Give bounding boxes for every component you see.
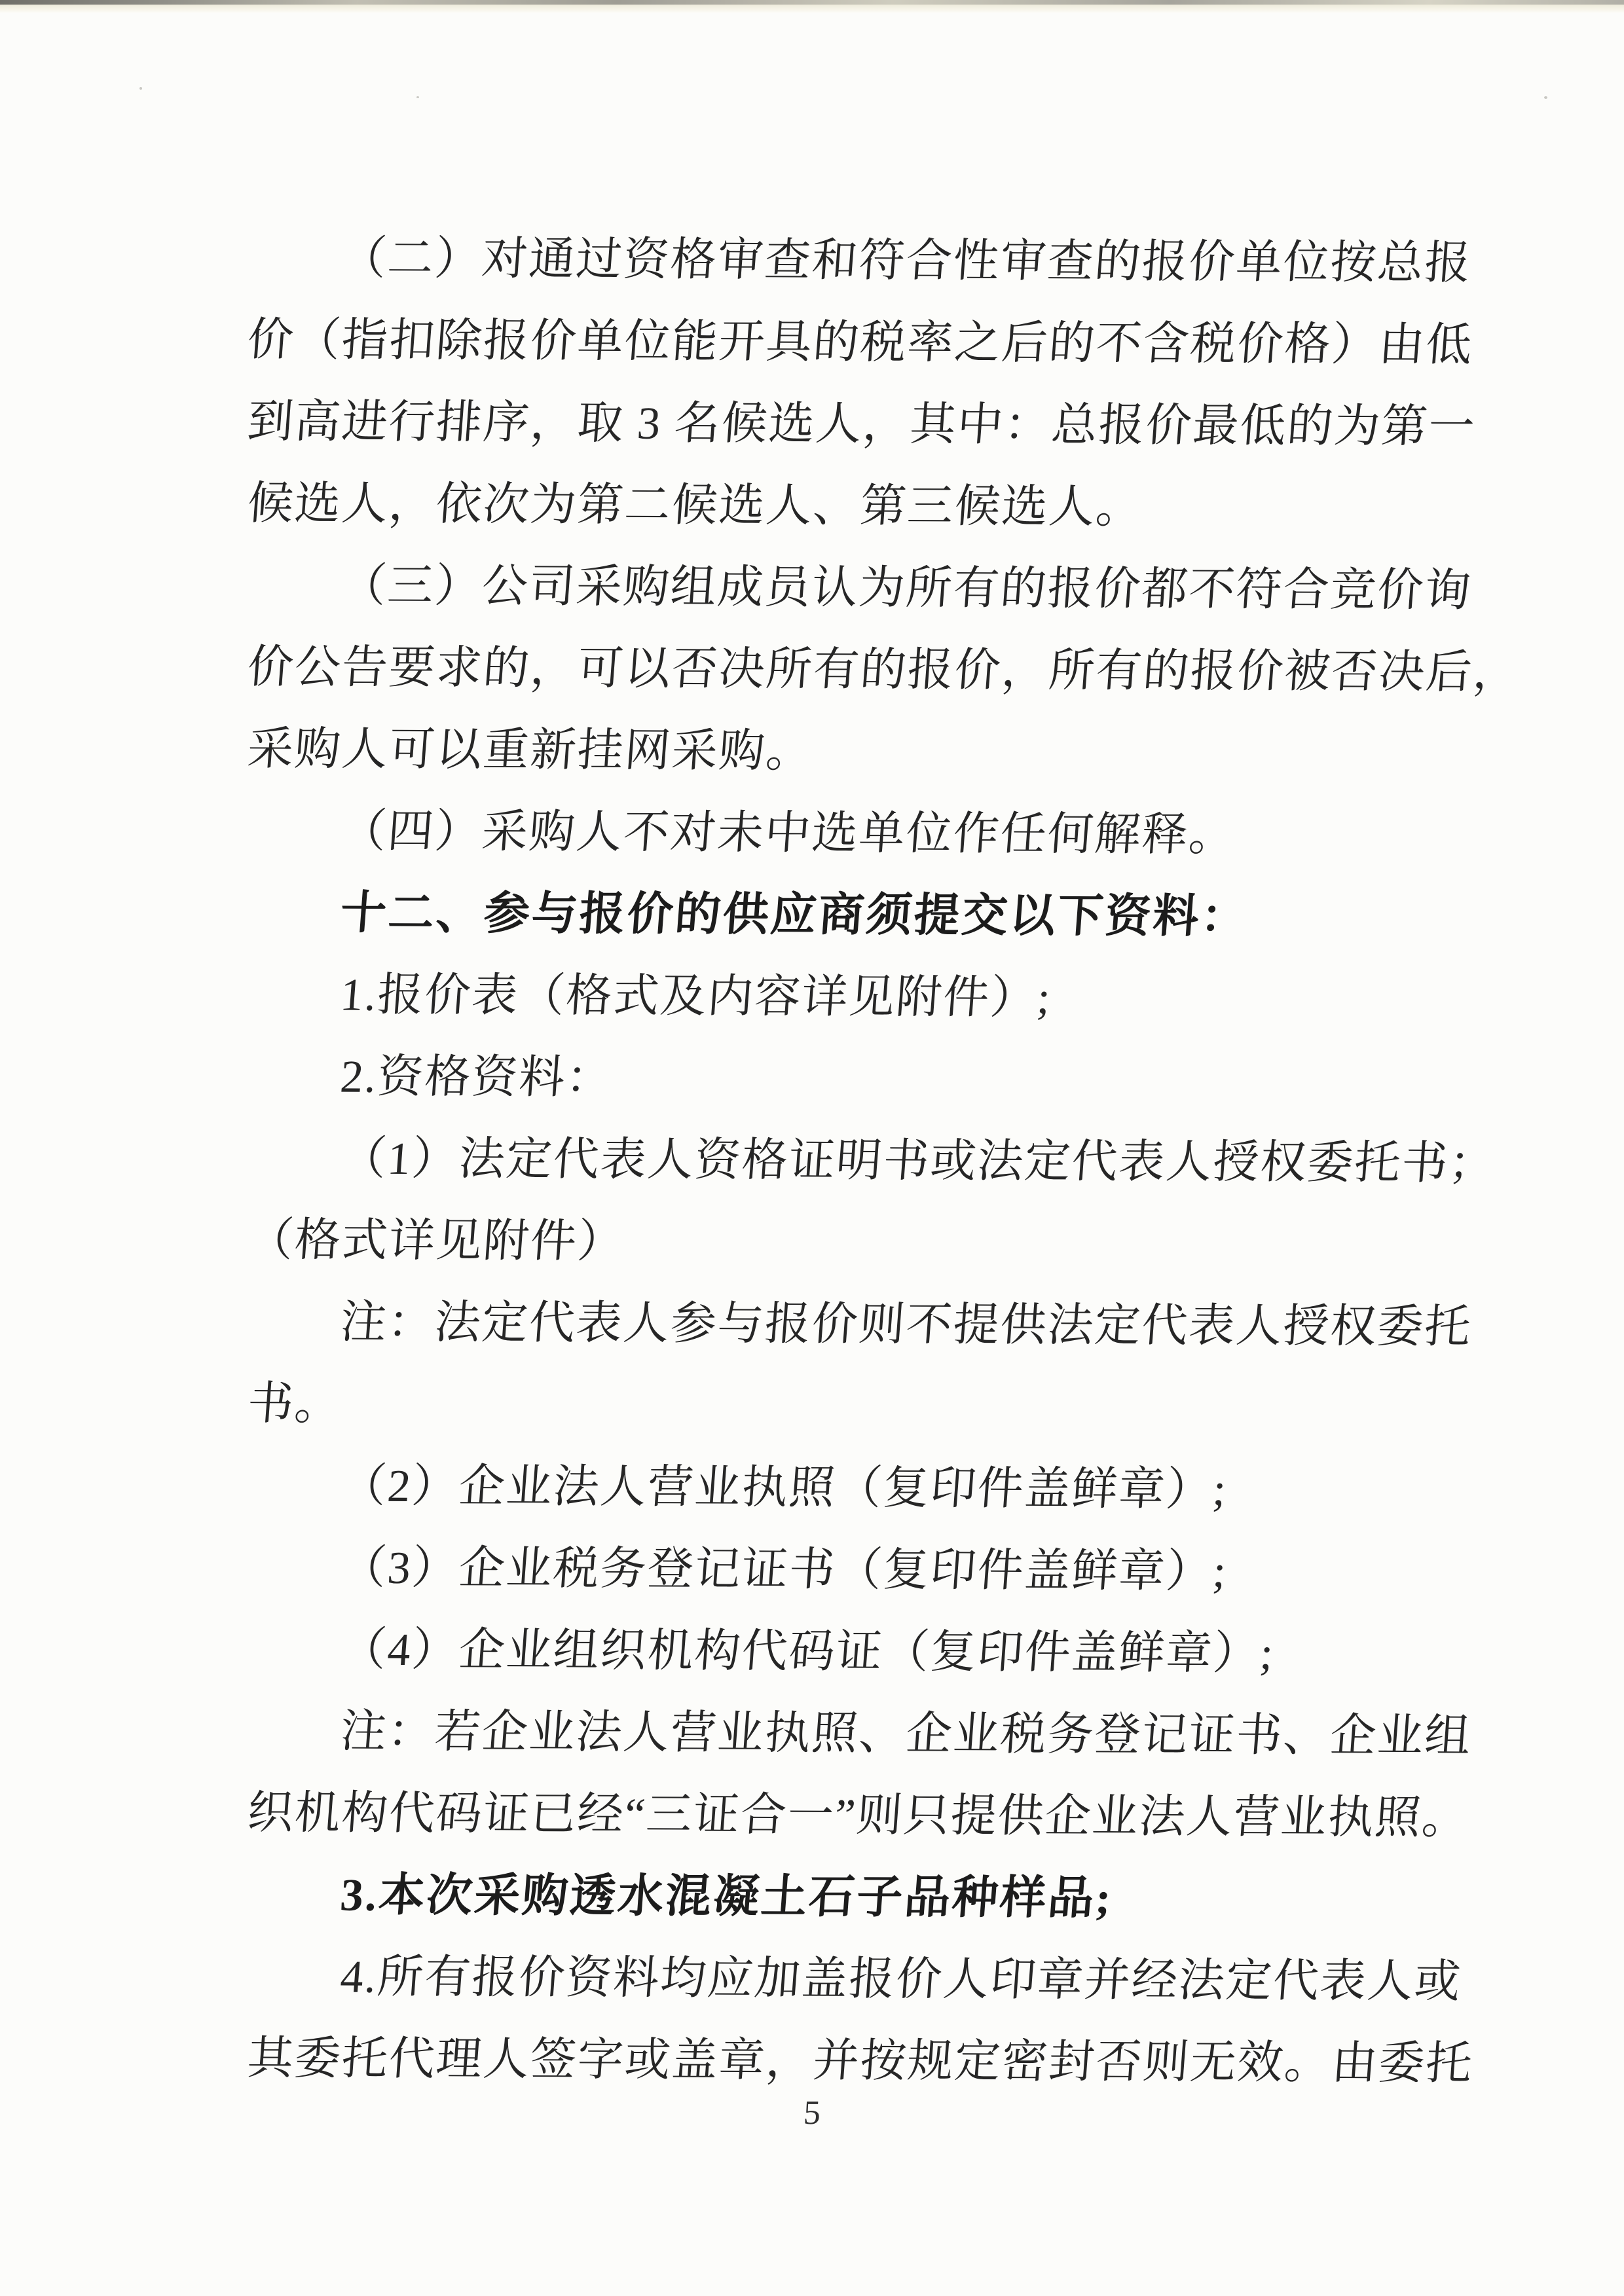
text-line: 2.资格资料：	[339, 1051, 616, 1104]
text-line: 采购人可以重新挂网采购。	[246, 724, 815, 777]
text-line: 织机构代码证已经“三证合一”则只提供企业法人营业执照。	[246, 1788, 1471, 1844]
text-line: （1）法定代表人资格证明书或法定代表人授权委托书；	[339, 1133, 1498, 1190]
text-line: 书。	[246, 1379, 344, 1430]
scan-speck	[139, 87, 142, 90]
text-line: （三）公司采购组成员认为所有的报价都不符合竞价询	[339, 560, 1474, 617]
paper-edge-band	[0, 5, 1624, 13]
scan-speck	[416, 96, 419, 98]
scan-edge-artifact	[0, 0, 1624, 5]
page-number: 5	[802, 2094, 822, 2132]
text-line: 价（指扣除报价单位能开具的税率之后的不含税价格）由低	[246, 315, 1475, 371]
scan-speck	[1544, 96, 1547, 99]
text-line: 注：若企业法人营业执照、企业税务登记证书、企业组	[339, 1706, 1474, 1762]
text-line: （3）企业税务登记证书（复印件盖鲜章）;	[339, 1542, 1229, 1597]
text-line: （四）采购人不对未中选单位作任何解释。	[339, 806, 1238, 861]
text-line: 3.本次采购透水混凝土石子品种样品;	[339, 1870, 1115, 1924]
text-line: 到高进行排序，取 3 名候选人，其中：总报价最低的为第一	[246, 397, 1478, 453]
text-line: 候选人，依次为第二候选人、第三候选人。	[246, 479, 1145, 533]
text-line: （4）企业组织机构代码证（复印件盖鲜章）;	[339, 1624, 1276, 1679]
text-line: （2）企业法人营业执照（复印件盖鲜章）;	[339, 1461, 1229, 1516]
section-heading: 十二、参与报价的供应商须提交以下资料：	[339, 888, 1251, 943]
text-line: 其委托代理人签字或盖章，并按规定密封否则无效。由委托	[246, 2033, 1475, 2090]
document-body	[246, 217, 1522, 2100]
text-line: 1.报价表（格式及内容详见附件）;	[339, 970, 1054, 1024]
text-line: （二）对通过资格审查和符合性审查的报价单位按总报	[339, 233, 1474, 289]
text-line: 价公告要求的，可以否决所有的报价，所有的报价被否决后，	[246, 642, 1522, 699]
text-line: 4.所有报价资料均应加盖报价人印章并经法定代表人或	[339, 1952, 1464, 2008]
text-line: 注：法定代表人参与报价则不提供法定代表人授权委托	[339, 1297, 1474, 1353]
text-line: （格式详见附件）	[246, 1215, 627, 1267]
